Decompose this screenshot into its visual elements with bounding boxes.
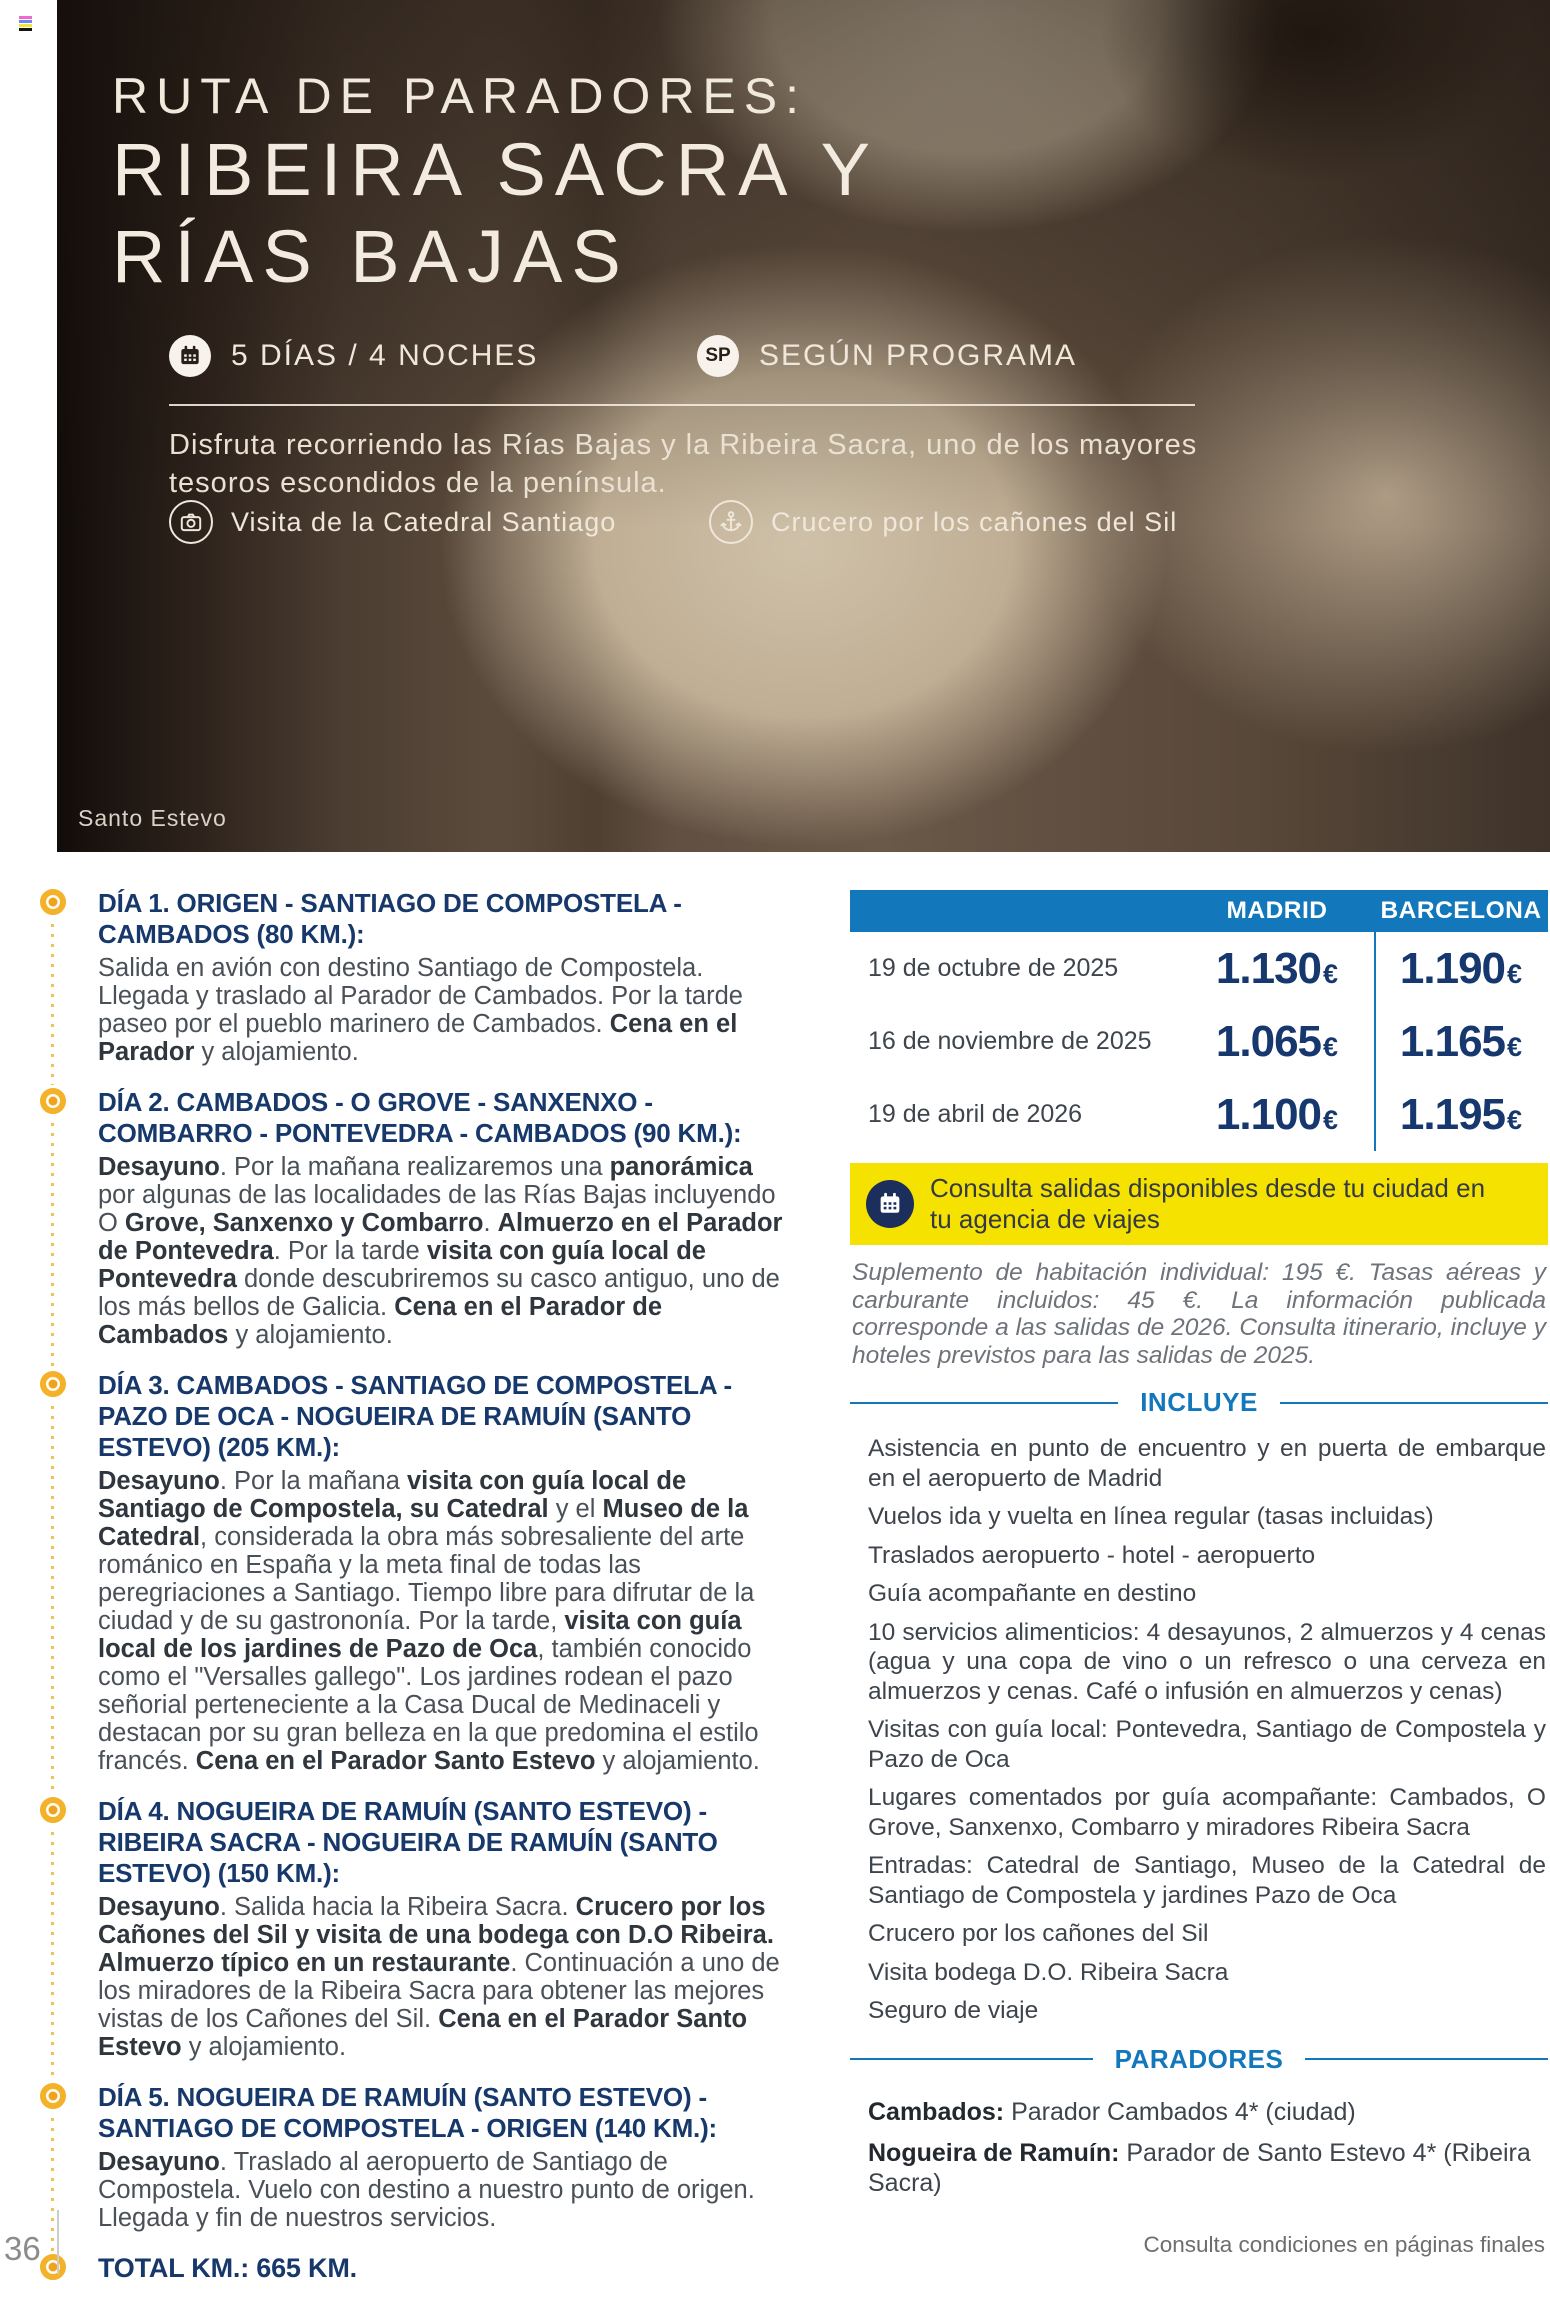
include-item: 10 servicios alimenticios: 4 desayunos, 2 almuerzos y 4 cenas (agua y una copa de vino o un refresco o una cerveza en almuerzos y cenas. Café o infusión en almuerzos y cenas)	[868, 1618, 1546, 1705]
departure-date: 19 de octubre de 2025	[868, 954, 1119, 982]
itinerary-day	[40, 1087, 792, 1349]
itinerary-day	[40, 2082, 792, 2232]
include-item: Visitas con guía local: Pontevedra, Santiago de Compostela y Pazo de Oca	[868, 1716, 1546, 1773]
day-body: Salida en avión con destino Santiago de Compostela. Llegada y traslado al Parador de Cambados. Por la tarde paseo por el pueblo marinero de Cambados. Cena en el Parador y alojamiento.	[98, 954, 743, 1066]
includes-heading-label: INCLUYE	[1140, 1387, 1258, 1417]
timeline-marker-icon	[40, 1088, 66, 1114]
anchor-icon	[709, 500, 753, 544]
price-value: 1.065€	[1215, 1016, 1339, 1066]
price-value: 1.130€	[1215, 943, 1339, 993]
offer-column	[850, 890, 1548, 2209]
itinerary-day	[40, 1796, 792, 2061]
hero-feature	[169, 500, 616, 544]
sp-badge-icon	[697, 335, 739, 377]
include-item: Guía acompañante en destino	[868, 1580, 1197, 1607]
page-title-line2: RÍAS BAJAS	[112, 215, 630, 298]
include-item: Seguro de viaje	[868, 1997, 1039, 2024]
column-header-madrid: MADRID	[1226, 897, 1328, 924]
day-body: Desayuno. Por la mañana realizaremos una panorámica por algunas de las localidades de las Rías Bajas incluyendo O Grove, Sanxenxo y Combarro. Almuerzo en el Parador de Pontevedra. Por la tarde visita con guía local de Pontevedra donde descubriremos su casco antiguo, uno de los más bellos de Galicia. Cena en el Parador de Cambados y alojamiento.	[98, 1153, 783, 1349]
fine-print: Suplemento de habitación individual: 195 €. Tasas aéreas y carburante incluidos: 45 €. La información publicada corresponde a las salidas de 2026. Consulta itinerario, incluye y hoteles previstos para las salidas de 2025.	[852, 1259, 1546, 1369]
timeline-marker-icon	[40, 1371, 66, 1397]
day-title: DÍA 3. CAMBADOS - SANTIAGO DE COMPOSTELA - PAZO DE OCA - NOGUEIRA DE RAMUÍN (SANTO ESTEVO) (205 KM.):	[98, 1370, 732, 1462]
price-value: 1.190€	[1399, 943, 1523, 993]
day-title: DÍA 1. ORIGEN - SANTIAGO DE COMPOSTELA - CAMBADOS (80 KM.):	[98, 888, 682, 949]
include-item: Traslados aeropuerto - hotel - aeropuerto	[868, 1541, 1316, 1569]
page-number: 36	[4, 2230, 41, 2267]
column-divider	[1374, 932, 1376, 1151]
total-km-label: TOTAL KM.: 665 KM.	[98, 2253, 357, 2283]
camera-icon	[169, 500, 213, 544]
parador-item: Cambados: Parador Cambados 4* (ciudad)	[868, 2097, 1356, 2126]
price-table-header	[850, 890, 1548, 932]
column-header-barcelona: BARCELONA	[1380, 897, 1542, 924]
includes-heading	[850, 1387, 1548, 1418]
departure-date: 19 de abril de 2026	[868, 1100, 1083, 1128]
itinerary-day	[40, 1370, 792, 1775]
timeline-marker-icon	[40, 889, 66, 915]
include-item: Lugares comentados por guía acompañante: Cambados, O Grove, Sanxenxo, Combarro y miradores Ribeira Sacra	[868, 1784, 1546, 1841]
program-label: SEGÚN PROGRAMA	[759, 339, 1078, 372]
includes-list	[850, 1434, 1548, 2026]
day-title: DÍA 2. CAMBADOS - O GROVE - SANXENXO - COMBARRO - PONTEVEDRA - CAMBADOS (90 KM.):	[98, 1087, 742, 1148]
hero-divider	[169, 404, 1195, 406]
include-item: Vuelos ida y vuelta en línea regular (tasas incluidas)	[868, 1503, 1434, 1530]
program-item	[697, 335, 1077, 377]
include-item: Entradas: Catedral de Santiago, Museo de la Catedral de Santiago de Compostela y jardines Pazo de Oca	[868, 1852, 1546, 1909]
photo-caption: Santo Estevo	[78, 805, 227, 831]
hero-feature	[709, 500, 1177, 544]
duration-label: 5 DÍAS / 4 NOCHES	[231, 339, 539, 372]
paradores-list	[850, 2091, 1548, 2198]
price-value: 1.195€	[1399, 1089, 1523, 1139]
departure-date: 16 de noviembre de 2025	[868, 1027, 1152, 1055]
price-table	[850, 890, 1548, 1151]
include-item: Asistencia en punto de encuentro y en puerta de embarque en el aeropuerto de Madrid	[868, 1435, 1546, 1492]
paradores-heading-label: PARADORES	[1114, 2043, 1284, 2074]
timeline-marker-icon	[40, 2083, 66, 2109]
total-km-row	[40, 2253, 792, 2284]
price-value: 1.165€	[1399, 1016, 1523, 1066]
duration-item	[169, 335, 538, 377]
day-title: DÍA 4. NOGUEIRA DE RAMUÍN (SANTO ESTEVO) - RIBEIRA SACRA - NOGUEIRA DE RAMUÍN (SANTO ESTEVO) (150 KM.):	[98, 1796, 718, 1888]
day-body: Desayuno. Traslado al aeropuerto de Santiago de Compostela. Vuelo con destino a nuestro punto de origen. Llegada y fin de nuestros servicios.	[98, 2148, 755, 2232]
itinerary-day	[40, 888, 792, 1066]
footer-note: Consulta condiciones en páginas finales	[1143, 2232, 1545, 2257]
city-departures-banner	[850, 1163, 1548, 1245]
banner-text: Consulta salidas disponibles desde tu ciudad en tu agencia de viajes	[930, 1173, 1486, 1234]
sp-badge-text: SP	[705, 345, 731, 366]
timeline-marker-icon	[40, 2254, 66, 2280]
price-row	[850, 932, 1548, 1005]
calendar-icon	[169, 335, 211, 377]
feature-label: Crucero por los cañones del Sil	[771, 506, 1178, 537]
day-title: DÍA 5. NOGUEIRA DE RAMUÍN (SANTO ESTEVO) - SANTIAGO DE COMPOSTELA - ORIGEN (140 KM.):	[98, 2082, 718, 2143]
day-body: Desayuno. Salida hacia la Ribeira Sacra. Crucero por los Cañones del Sil y visita de una bodega con D.O Ribeira. Almuerzo típico en un restaurante. Continuación a uno de los miradores de la Ribeira Sacra para obtener las mejores vistas de los Cañones del Sil. Cena en el Parador Santo Estevo y alojamiento.	[98, 1893, 780, 2061]
print-registration-mark	[19, 16, 32, 32]
include-item: Visita bodega D.O. Ribeira Sacra	[868, 1958, 1229, 1986]
itinerary-timeline	[40, 888, 792, 2305]
include-item: Crucero por los cañones del Sil	[868, 1920, 1209, 1947]
feature-label: Visita de la Catedral Santiago	[231, 506, 617, 537]
hero-kicker: RUTA DE PARADORES:	[112, 68, 808, 124]
price-row	[850, 1078, 1548, 1151]
hero-features-row	[169, 500, 1469, 546]
calendar-icon	[866, 1180, 914, 1228]
parador-item: Nogueira de Ramuín: Parador de Santo Estevo 4* (Ribeira Sacra)	[868, 2138, 1531, 2197]
hero-description: Disfruta recorriendo las Rías Bajas y la Ribeira Sacra, uno de los mayores tesoros escondidos de la península.	[169, 429, 1198, 499]
day-body: Desayuno. Por la mañana visita con guía local de Santiago de Compostela, su Catedral y el Museo de la Catedral, considerada la obra más sobresaliente del arte románico en España y la meta final de todas las peregriaciones a Santiago. Tiempo libre para difrutar de la ciudad y de su gastrononía. Por la tarde, visita con guía local de los jardines de Pazo de Oca, también conocido como el "Versalles gallego". Los jardines rodean el pazo señorial perteneciente a la Casa Ducal de Medinaceli y destacan por su gran belleza en la que predomina el estilo francés. Cena en el Parador Santo Estevo y alojamiento.	[98, 1467, 760, 1775]
price-value: 1.100€	[1215, 1089, 1339, 1139]
page-title-line1: RIBEIRA SACRA Y	[112, 128, 879, 211]
footer-divider	[57, 2210, 59, 2274]
timeline-marker-icon	[40, 1797, 66, 1823]
hero-photo	[57, 0, 1550, 852]
price-row	[850, 1005, 1548, 1078]
paradores-heading	[850, 2044, 1548, 2075]
price-table-body	[850, 932, 1548, 1151]
